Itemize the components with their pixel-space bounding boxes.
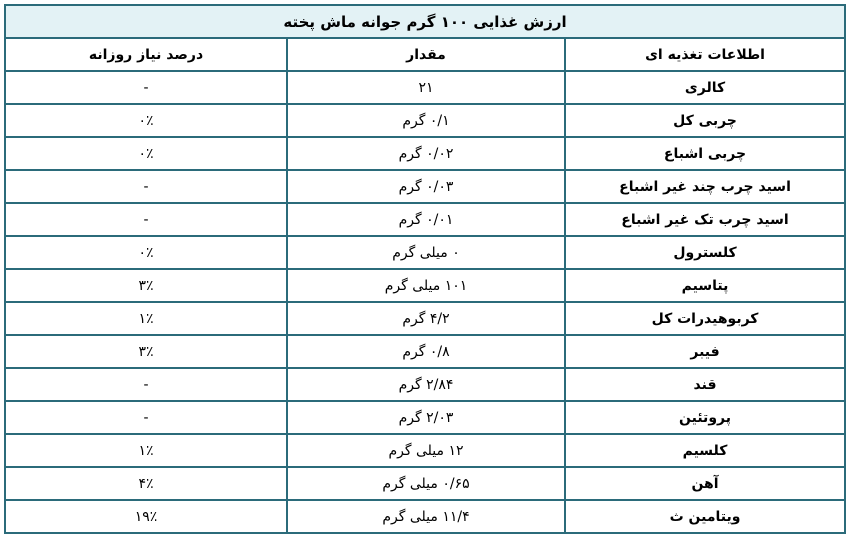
nutrient-amount: ۰ میلی گرم [287,236,565,269]
table-row [5,236,845,269]
nutrient-name: آهن [565,467,845,500]
nutrient-name: ویتامین ث [565,500,845,533]
nutrient-name: کالری [565,71,845,104]
table-body [5,71,845,533]
nutrient-daily-value: - [5,203,287,236]
nutrient-amount: ۰/۸ گرم [287,335,565,368]
nutrient-daily-value: ۴٪ [5,467,287,500]
nutrient-amount: ۰/۰۳ گرم [287,170,565,203]
nutrient-name: قند [565,368,845,401]
nutrient-amount: ۱۲ میلی گرم [287,434,565,467]
nutrient-amount: ۰/۶۵ میلی گرم [287,467,565,500]
nutrient-daily-value: ۰٪ [5,236,287,269]
nutrient-daily-value: ۳٪ [5,335,287,368]
header-daily-value: درصد نیاز روزانه [5,38,287,71]
nutrient-daily-value: - [5,401,287,434]
nutrient-name: اسید چرب چند غیر اشباع [565,170,845,203]
nutrient-amount: ۱۰۱ میلی گرم [287,269,565,302]
table-row [5,500,845,533]
table-row [5,104,845,137]
table-row [5,170,845,203]
table-row [5,335,845,368]
table-row [5,203,845,236]
nutrient-name: کلسیم [565,434,845,467]
nutrient-name: فیبر [565,335,845,368]
table-row [5,269,845,302]
nutrient-name: کربوهیدرات کل [565,302,845,335]
nutrient-daily-value: ۰٪ [5,137,287,170]
table-row [5,401,845,434]
nutrient-daily-value: - [5,71,287,104]
nutrient-name: پروتئین [565,401,845,434]
nutrient-daily-value: ۱٪ [5,302,287,335]
nutrient-daily-value: ۱۹٪ [5,500,287,533]
nutrient-daily-value: - [5,368,287,401]
nutrient-amount: ۱۱/۴ میلی گرم [287,500,565,533]
nutrient-name: اسید چرب تک غیر اشباع [565,203,845,236]
nutrient-daily-value: ۳٪ [5,269,287,302]
nutrient-name: پتاسیم [565,269,845,302]
table-row [5,137,845,170]
nutrient-daily-value: - [5,170,287,203]
nutrient-amount: ۲۱ [287,71,565,104]
table-row [5,71,845,104]
nutrient-amount: ۰/۰۱ گرم [287,203,565,236]
header-amount: مقدار [287,38,565,71]
nutrient-amount: ۲/۰۳ گرم [287,401,565,434]
nutrient-amount: ۴/۲ گرم [287,302,565,335]
nutrient-amount: ۲/۸۴ گرم [287,368,565,401]
table-header-row [5,38,845,71]
nutrition-table [4,4,846,534]
nutrition-table-container [4,4,844,534]
table-row [5,302,845,335]
table-row [5,434,845,467]
table-title: ارزش غذایی ۱۰۰ گرم جوانه ماش پخته [5,5,845,38]
header-nutrition-info: اطلاعات تغذیه ای [565,38,845,71]
table-row [5,368,845,401]
table-title-row [5,5,845,38]
nutrient-daily-value: ۰٪ [5,104,287,137]
nutrient-amount: ۰/۱ گرم [287,104,565,137]
table-row [5,467,845,500]
nutrient-daily-value: ۱٪ [5,434,287,467]
nutrient-name: کلسترول [565,236,845,269]
nutrient-name: چربی اشباع [565,137,845,170]
nutrient-amount: ۰/۰۲ گرم [287,137,565,170]
nutrient-name: چربی کل [565,104,845,137]
